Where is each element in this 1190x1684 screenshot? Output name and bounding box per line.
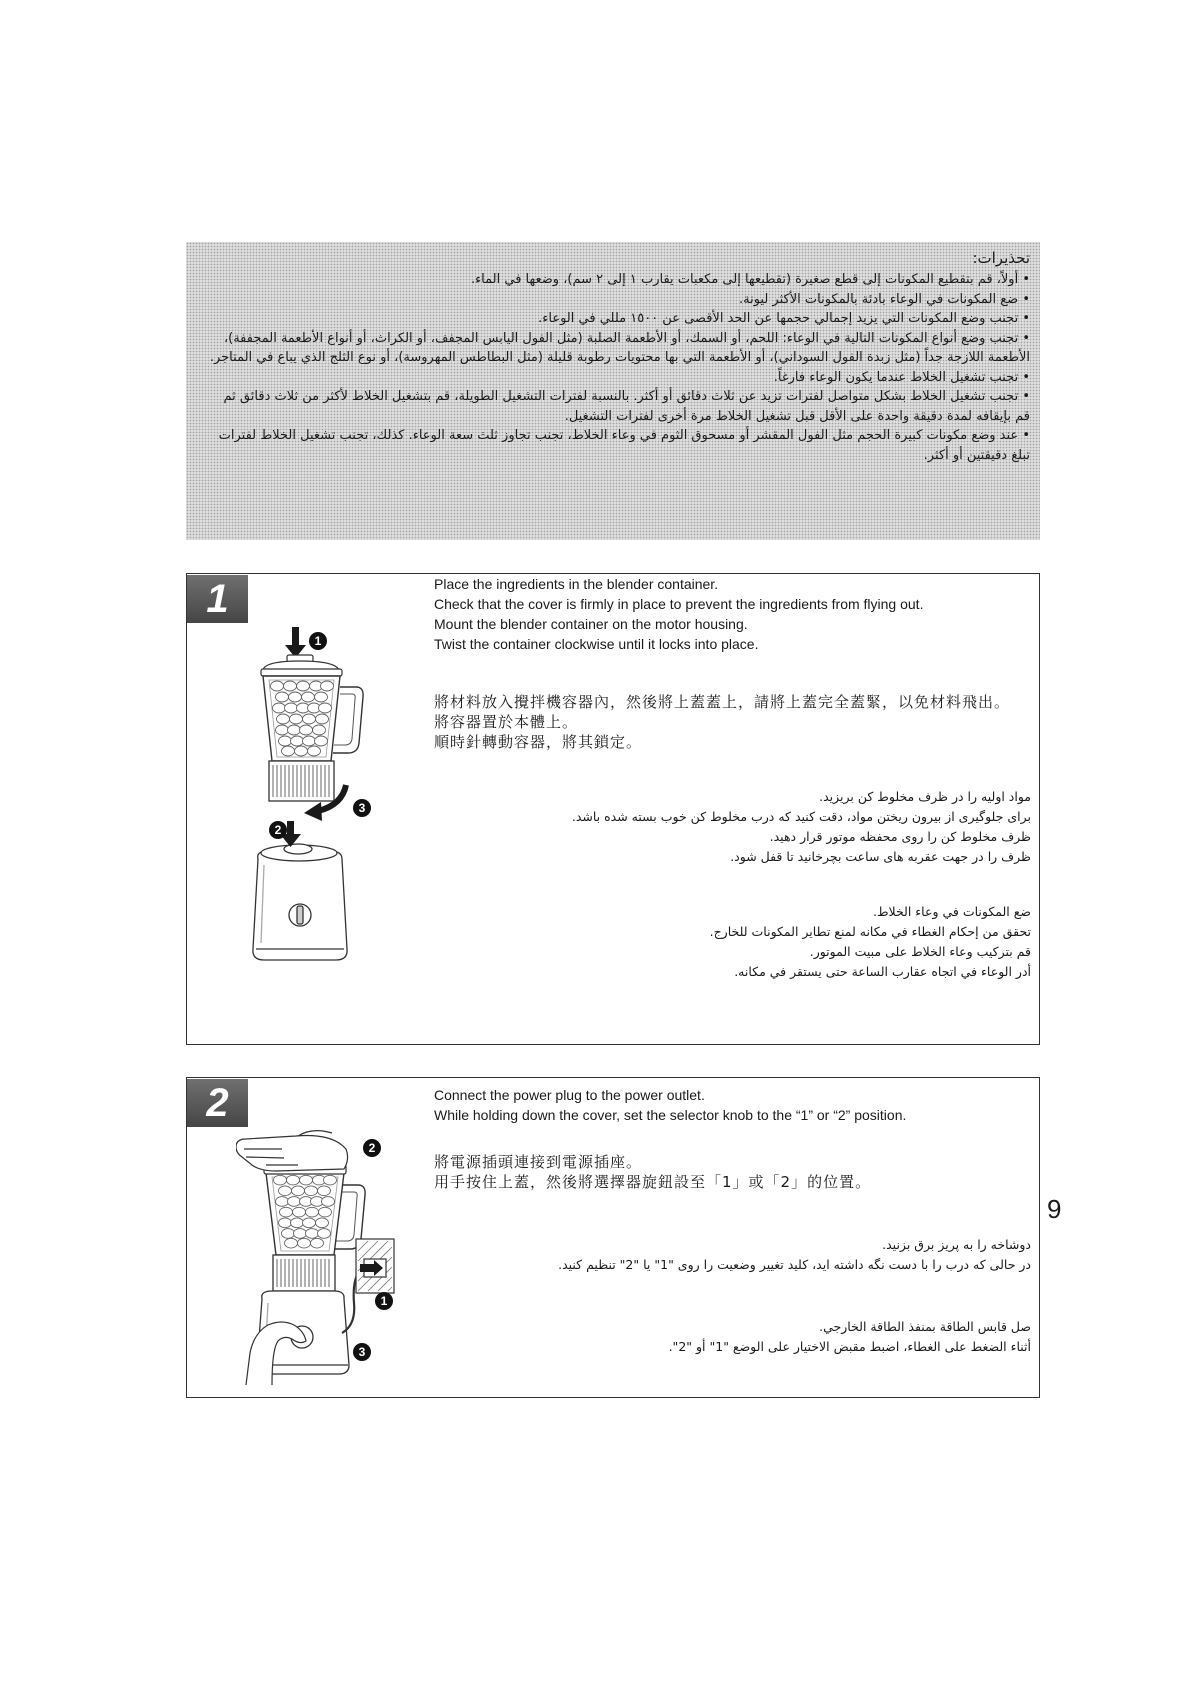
callout-marker-2: 2	[269, 821, 287, 839]
callout-marker-3: 3	[353, 1343, 371, 1361]
instruction-line: أثناء الضغط على الغطاء، اضبط مقبض الاختيار على الوضع "1" أو "2".	[668, 1339, 1031, 1354]
step-number-badge: 1	[187, 575, 248, 623]
instruction-line: ظرف مخلوط کن را روی محفظه موتور قرار دهید.	[769, 829, 1031, 844]
instruction-line: Twist the container clockwise until it locks into place.	[434, 636, 759, 652]
instruction-line: برای جلوگیری از بیرون ریختن مواد، دقت کنید که درب مخلوط کن خوب بسته شده باشد.	[571, 809, 1031, 824]
blender-operation-illustration	[236, 1127, 406, 1387]
blender-lid	[261, 655, 342, 676]
instruction-line: مواد اولیه را در ظرف مخلوط کن بریزید.	[819, 789, 1031, 804]
instruction-line: قم بتركيب وعاء الخلاط على مبيت الموتور.	[809, 944, 1031, 959]
blender-assembly-illustration	[236, 623, 386, 973]
callout-marker-3: 3	[353, 799, 371, 817]
step-1	[186, 573, 1040, 1045]
instruction-line: 將電源插頭連接到電源插座。	[434, 1153, 643, 1171]
callout-marker-1: 1	[309, 632, 327, 650]
instruction-line: 順時針轉動容器，將其鎖定。	[434, 733, 643, 751]
instruction-line: While holding down the cover, set the selector knob to the “1” or “2” position.	[434, 1107, 907, 1123]
warning-item: • تجنب وضع المكونات التي يزيد إجمالي حجمها عن الحد الأقصى عن ١٥٠٠ مللي في الوعاء.	[538, 311, 1030, 326]
instruction-line: ضع المكونات في وعاء الخلاط.	[872, 904, 1031, 919]
motor-housing	[253, 844, 347, 960]
instruction-line: صل قابس الطاقة بمنفذ الطاقة الخارجي.	[819, 1319, 1031, 1334]
step-number-badge: 2	[187, 1079, 248, 1127]
down-arrow-icon	[285, 627, 306, 658]
warning-item: • تجنب تشغيل الخلاط بشكل متواصل لفترات تزيد عن ثلاث دقائق أو أكثر. بالنسبة لفترات التشغيل الطويلة، قم بتشغيل الخلاط لأكثر من ثلاث دقائق ثم قم بإيقافه لمدة دقيقة واحدة على الأقل قبل تشغيل الخلاط مرة أخرى لفترات التشغيل.	[223, 389, 1030, 424]
warning-item: • تجنب تشغيل الخلاط عندما يكون الوعاء فارغاً.	[773, 369, 1030, 385]
step-2	[186, 1077, 1040, 1398]
instruction-line: دوشاخه را به پریز برق بزنید.	[882, 1237, 1031, 1252]
warning-item: • أولاً، قم بتقطيع المكونات إلى قطع صغيرة (تقطيعها إلى مكعبات يقارب ١ إلى ٢ سم)، وضعها في الماء.	[470, 272, 1030, 287]
instruction-line: ظرف را در جهت عقربه های ساعت بچرخانید تا قفل شود.	[730, 849, 1031, 864]
instructions-english	[434, 1085, 1031, 1125]
instruction-line: در حالی که درب را با دست نگه داشته اید، کلید تغییر وضعیت را روی "1" یا "2" تنظیم کنید.	[558, 1257, 1031, 1272]
warning-item: • تجنب وضع أنواع المكونات التالية في الوعاء: اللحم، أو السمك، أو الأطعمة الصلبة (مثل الفول اليابس المجفف، أو الكراث، أو أنواع الأطعمة المجففة)، الأطعمة اللازجة جداً (مثل زبدة الفول السوداني)، أو الأطعمة التي بها محتويات رطوبة قليلة (مثل البطاطس المهروسة)، أو نوع الثلج الذي يباع في المتاجر.	[209, 330, 1030, 365]
warning-item: • عند وضع مكونات كبيرة الحجم مثل الفول المقشر أو مسحوق الثوم في وعاء الخلاط، تجنب تجاوز ثلث سعة الوعاء. كذلك، تجنب تشغيل الخلاط لفترات تبلغ دقيقتين أو أكثر.	[218, 428, 1030, 463]
instruction-line: 將容器置於本體上。	[434, 713, 579, 731]
instruction-line: Check that the cover is firmly in place to prevent the ingredients from flying out.	[434, 596, 924, 612]
instructions-chinese	[434, 692, 1031, 752]
page-number: 9	[1047, 1194, 1062, 1224]
warnings-title: تحذيرات:	[972, 249, 1030, 267]
instructions-persian	[434, 1235, 1031, 1275]
warnings-box	[186, 242, 1040, 540]
hand-on-lid	[236, 1131, 348, 1171]
instruction-line: Mount the blender container on the motor housing.	[434, 616, 748, 632]
instruction-line: Place the ingredients in the blender container.	[434, 576, 719, 592]
instruction-line: Connect the power plug to the power outlet.	[434, 1087, 705, 1103]
blade-collar	[273, 1255, 335, 1291]
instruction-line: 用手按住上蓋，然後將選擇器旋鈕設至「1」或「2」的位置。	[434, 1173, 872, 1191]
instructions-arabic	[434, 902, 1031, 982]
instructions-persian	[434, 787, 1031, 867]
instructions-english	[434, 574, 1031, 654]
instruction-line: أدر الوعاء في اتجاه عقارب الساعة حتى يستقر في مكانه.	[734, 964, 1031, 979]
callout-marker-2: 2	[363, 1139, 381, 1157]
blade-collar	[269, 761, 334, 801]
instruction-line: 將材料放入攪拌機容器內，然後將上蓋蓋上，請將上蓋完全蓋緊，以免材料飛出。	[434, 693, 1011, 711]
instructions-chinese	[434, 1152, 1031, 1192]
instruction-line: تحقق من إحكام الغطاء في مكانه لمنع تطاير المكونات للخارج.	[709, 924, 1031, 939]
warning-item: • ضع المكونات في الوعاء بادئة بالمكونات الأكثر ليونة.	[738, 291, 1030, 307]
callout-marker-1: 1	[375, 1292, 393, 1310]
instructions-arabic	[434, 1317, 1031, 1357]
